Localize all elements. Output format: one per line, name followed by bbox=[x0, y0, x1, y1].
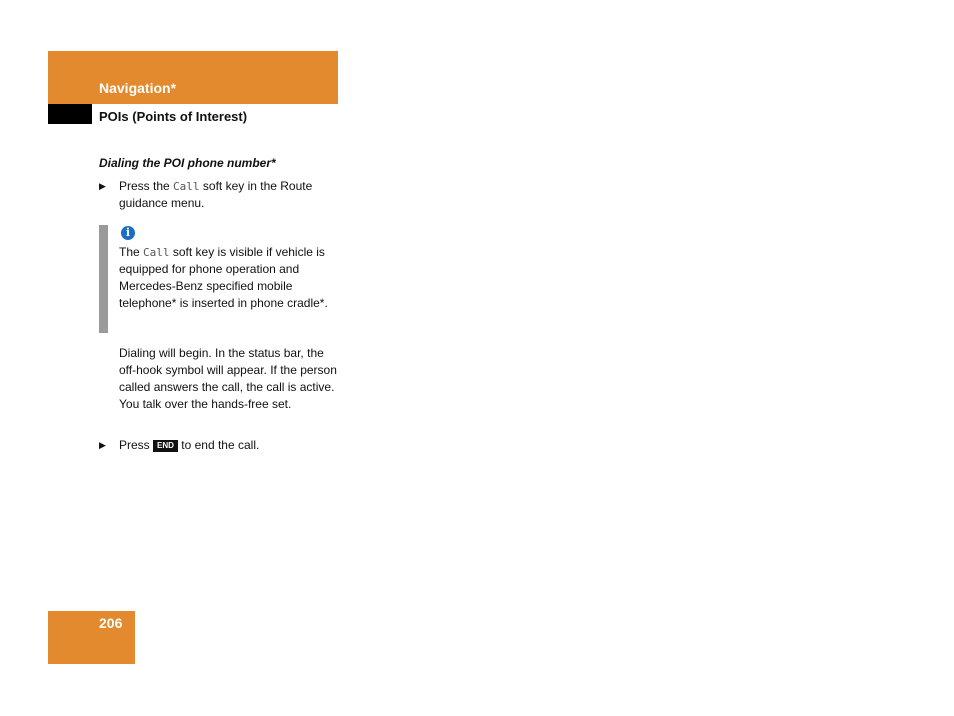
instruction-step-end bbox=[99, 437, 344, 454]
bullet-arrow-icon: ▶ bbox=[99, 440, 106, 450]
instruction-text: Press the Call soft key in the Route guidance menu. bbox=[119, 179, 313, 210]
topic-heading: Dialing the POI phone number* bbox=[99, 156, 276, 170]
info-icon: i bbox=[121, 226, 135, 240]
chapter-title: Navigation* bbox=[99, 80, 177, 96]
section-marker bbox=[48, 104, 92, 124]
header-band bbox=[48, 51, 338, 104]
call-softkey-label: Call bbox=[173, 180, 200, 193]
note-sidebar bbox=[99, 225, 108, 333]
section-subtitle: POIs (Points of Interest) bbox=[99, 109, 248, 124]
note-text: The Call soft key is visible if vehicle is equipped for phone operation and Mercedes-Benz specified mobile telephone* is inserted in phone cradle*. bbox=[119, 245, 328, 310]
call-softkey-label: Call bbox=[143, 246, 170, 259]
bullet-arrow-icon: ▶ bbox=[99, 181, 106, 191]
page-number: 206 bbox=[99, 615, 123, 631]
instruction-step-call bbox=[99, 178, 344, 212]
end-key-icon: END bbox=[153, 440, 178, 452]
instruction-text: Press END to end the call. bbox=[119, 438, 260, 452]
result-paragraph: Dialing will begin. In the status bar, the off-hook symbol will appear. If the person called answers the call, the call is active. You talk over the hands-free set. bbox=[119, 346, 337, 411]
